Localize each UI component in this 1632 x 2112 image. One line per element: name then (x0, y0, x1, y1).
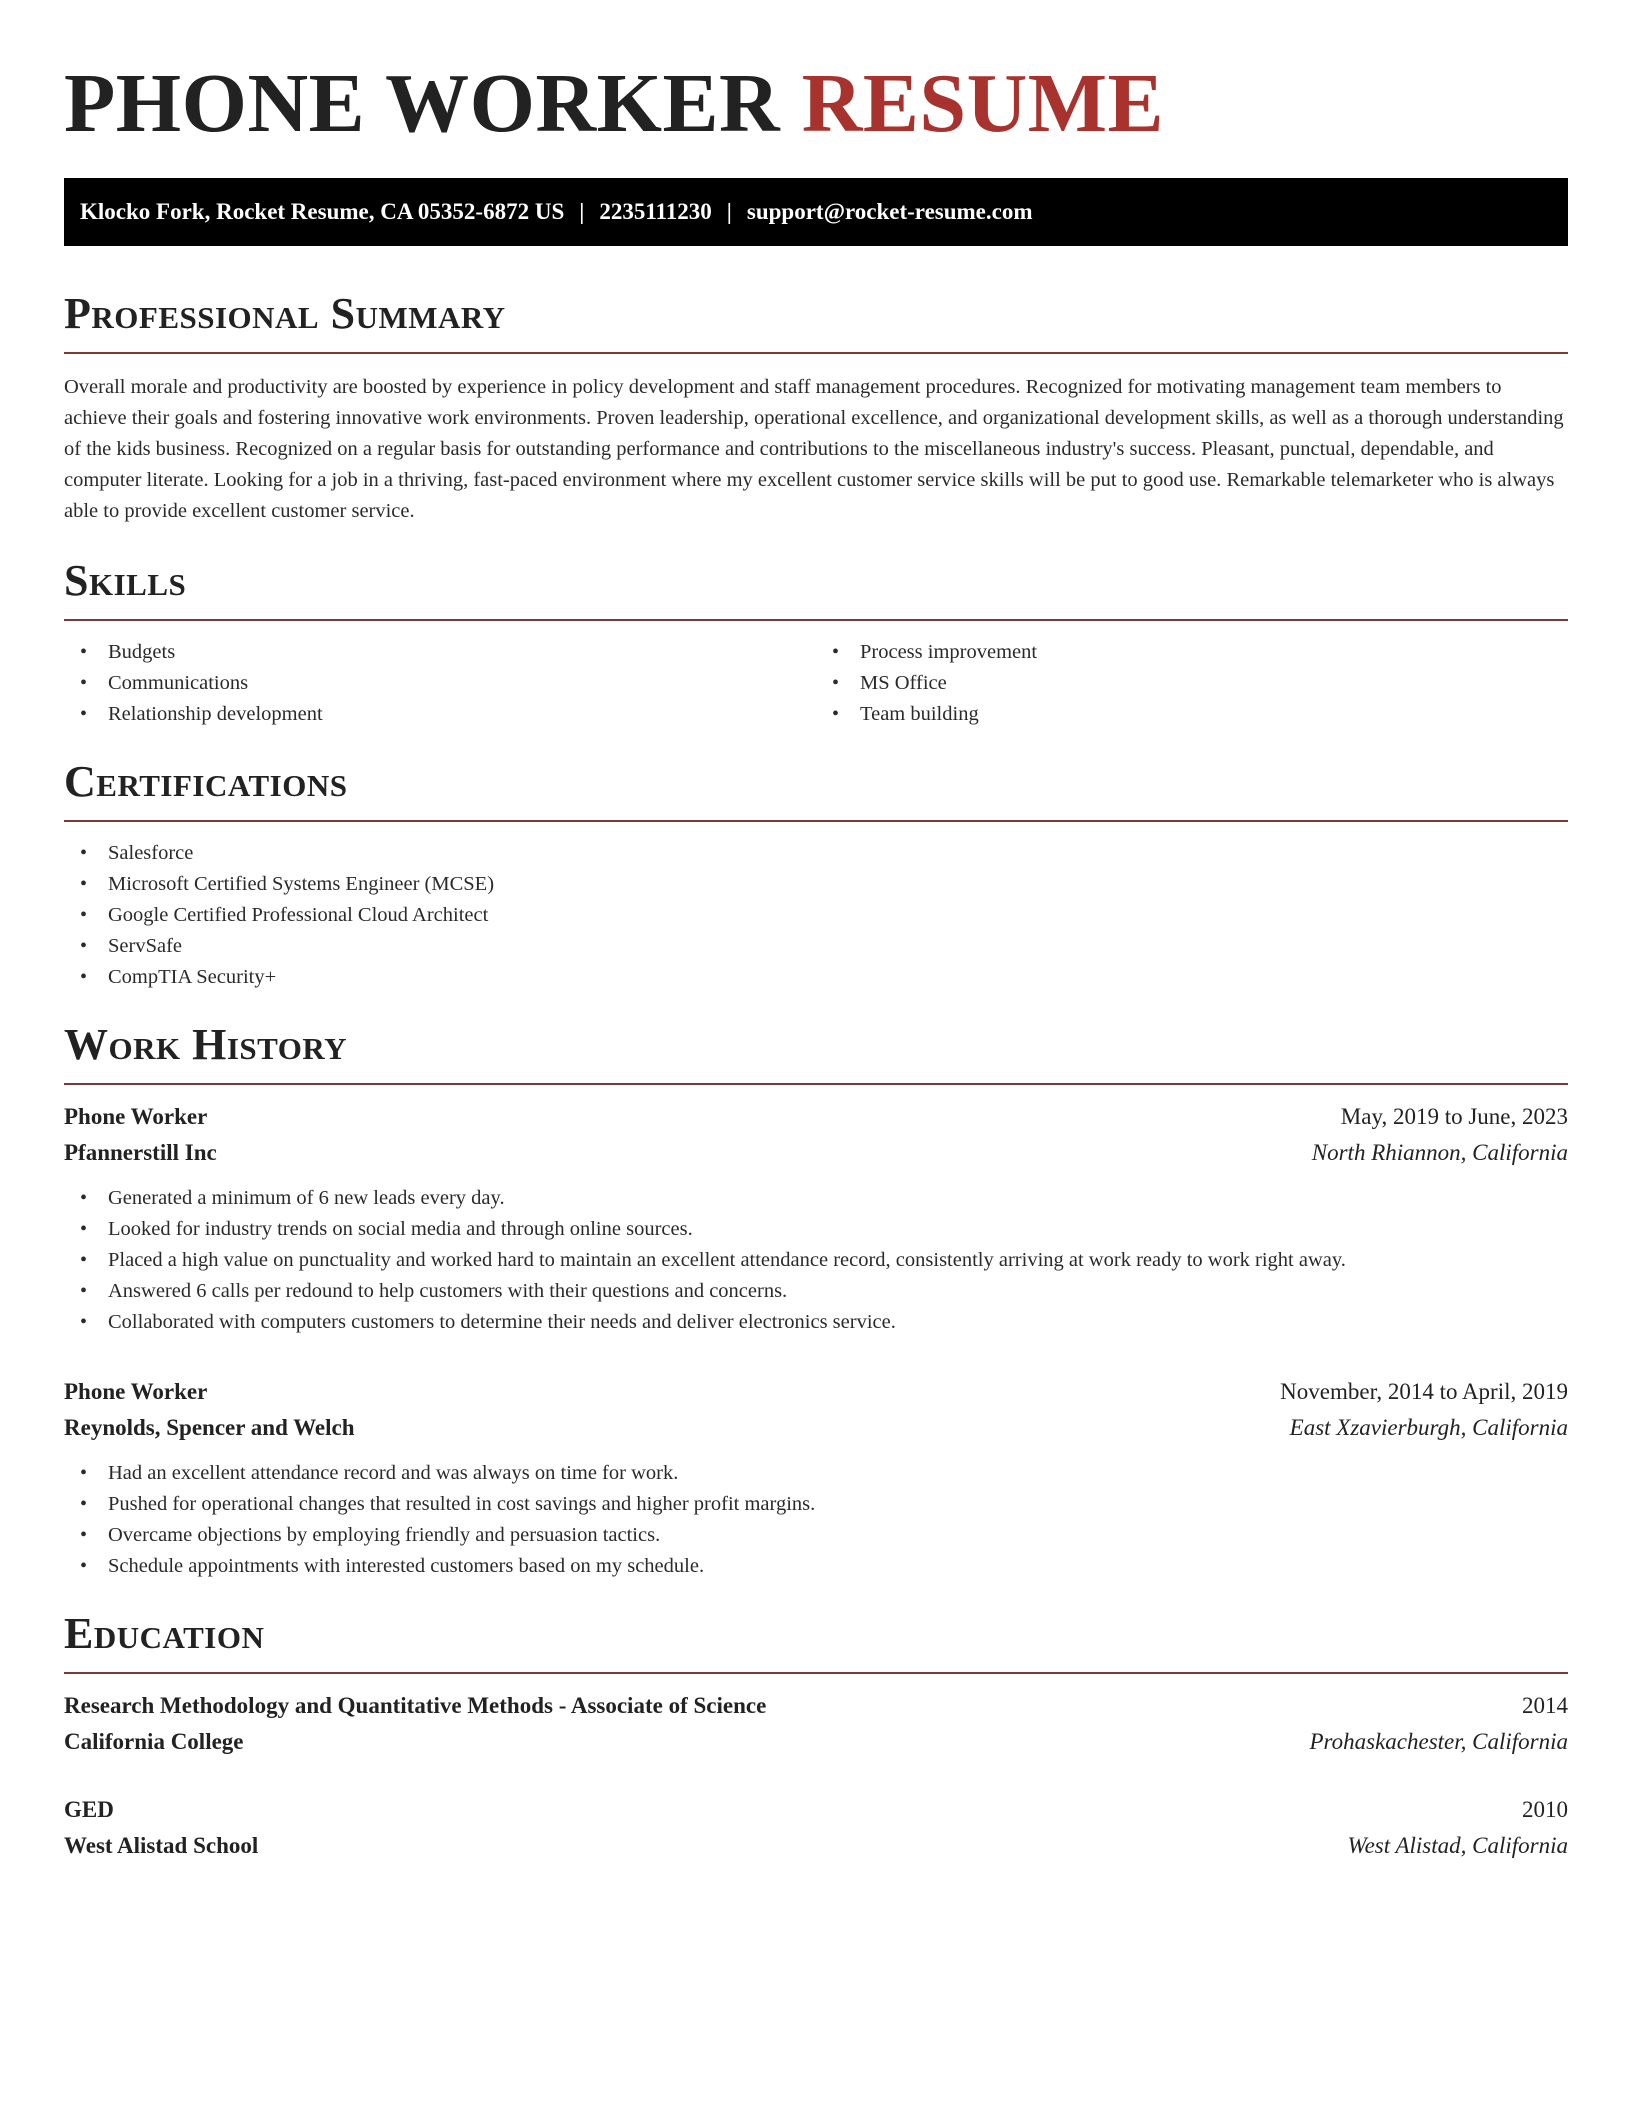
education-school-row (64, 1828, 1568, 1864)
list-item: • MS Office (816, 668, 1568, 699)
education-school: California College (64, 1729, 244, 1754)
job-duties (64, 1458, 1568, 1582)
summary-text: Overall morale and productivity are boosted by experience in policy development and staff management procedures. Recognized for motivating management team members to achieve their goals and fostering innovative work environments. Proven leadership, operational excellence, and organizational development skills, as well as a thorough understanding of the kids business. Recognized on a regular basis for outstanding performance and contributions to the miscellaneous industry's success. Pleasant, punctual, dependable, and computer literate. Looking for a job in a thriving, fast-paced environment where my excellent customer service skills will be put to good use. Remarkable telemarketer who is always able to provide excellent customer service. (64, 376, 1564, 522)
job-header-row (64, 1374, 1568, 1410)
job-dates: May, 2019 to June, 2023 (1340, 1104, 1568, 1129)
job-company: Pfannerstill Inc (64, 1140, 217, 1165)
title-main: PHONE WORKER (64, 57, 781, 150)
list-item: • Process improvement (816, 637, 1568, 668)
certifications-section (64, 758, 1568, 993)
job-title: Phone Worker (64, 1379, 208, 1404)
list-item: • Collaborated with computers customers to determine their needs and deliver electronics service. (64, 1307, 1568, 1338)
list-item: • Schedule appointments with interested customers based on my schedule. (64, 1551, 1568, 1582)
list-item: • Had an excellent attendance record and was always on time for work. (64, 1458, 1568, 1489)
section-heading: Work History (64, 1021, 1568, 1085)
job-duties (64, 1183, 1568, 1338)
contact-separator: | (726, 199, 732, 224)
job-dates: November, 2014 to April, 2019 (1280, 1379, 1568, 1404)
education-school: West Alistad School (64, 1833, 259, 1858)
list-item: • Placed a high value on punctuality and worked hard to maintain an excellent attendance record, consistently arriving at work ready to work right away. (64, 1245, 1568, 1276)
education-year: 2010 (1522, 1797, 1568, 1822)
list-item: • Salesforce (64, 838, 1568, 869)
list-item: • ServSafe (64, 931, 1568, 962)
contact-phone[interactable]: 2235111230 (599, 199, 712, 224)
section-heading: Professional Summary (64, 290, 1568, 354)
section-heading: Skills (64, 557, 1568, 621)
job-title: Phone Worker (64, 1104, 208, 1129)
list-item: • CompTIA Security+ (64, 962, 1568, 993)
education-year: 2014 (1522, 1693, 1568, 1718)
education-degree-row (64, 1688, 1568, 1724)
skills-section (64, 557, 1568, 730)
education-location: West Alistad, California (1347, 1833, 1568, 1858)
job-location: North Rhiannon, California (1311, 1140, 1568, 1165)
list-item: • Pushed for operational changes that resulted in cost savings and higher profit margins. (64, 1489, 1568, 1520)
job-header-row (64, 1099, 1568, 1135)
job-entry (64, 1374, 1568, 1582)
education-section (64, 1610, 1568, 1864)
education-school-row (64, 1724, 1568, 1760)
skills-list-right (816, 637, 1568, 730)
title-accent: RESUME (801, 57, 1165, 150)
list-item: • Microsoft Certified Systems Engineer (MCSE) (64, 869, 1568, 900)
contact-separator: | (579, 199, 585, 224)
job-company-row (64, 1410, 1568, 1446)
education-degree-row (64, 1792, 1568, 1828)
education-degree: GED (64, 1797, 114, 1822)
section-heading: Education (64, 1610, 1568, 1674)
skills-grid (64, 621, 1568, 730)
education-location: Prohaskachester, California (1309, 1729, 1568, 1754)
education-entry (64, 1792, 1568, 1864)
section-heading: Certifications (64, 758, 1568, 822)
list-item: • Budgets (64, 637, 816, 668)
resume-title (64, 56, 1568, 152)
summary-section (64, 290, 1568, 527)
list-item: • Google Certified Professional Cloud Architect (64, 900, 1568, 931)
contact-bar (64, 178, 1568, 246)
list-item: • Overcame objections by employing friendly and persuasion tactics. (64, 1520, 1568, 1551)
certifications-list (64, 838, 1568, 993)
job-company-row (64, 1135, 1568, 1171)
list-item: • Answered 6 calls per redound to help customers with their questions and concerns. (64, 1276, 1568, 1307)
job-company: Reynolds, Spencer and Welch (64, 1415, 355, 1440)
list-item: • Relationship development (64, 699, 816, 730)
contact-email[interactable]: support@rocket-resume.com (746, 199, 1033, 224)
list-item: • Looked for industry trends on social media and through online sources. (64, 1214, 1568, 1245)
work-history-section (64, 1021, 1568, 1582)
list-item: • Generated a minimum of 6 new leads every day. (64, 1183, 1568, 1214)
list-item: • Communications (64, 668, 816, 699)
education-degree: Research Methodology and Quantitative Methods - Associate of Science (64, 1693, 767, 1718)
job-location: East Xzavierburgh, California (1289, 1415, 1568, 1440)
education-entry (64, 1688, 1568, 1760)
skills-list-left (64, 637, 816, 730)
job-entry (64, 1099, 1568, 1338)
contact-address: Klocko Fork, Rocket Resume, CA 05352-6872 US (80, 199, 565, 224)
list-item: • Team building (816, 699, 1568, 730)
